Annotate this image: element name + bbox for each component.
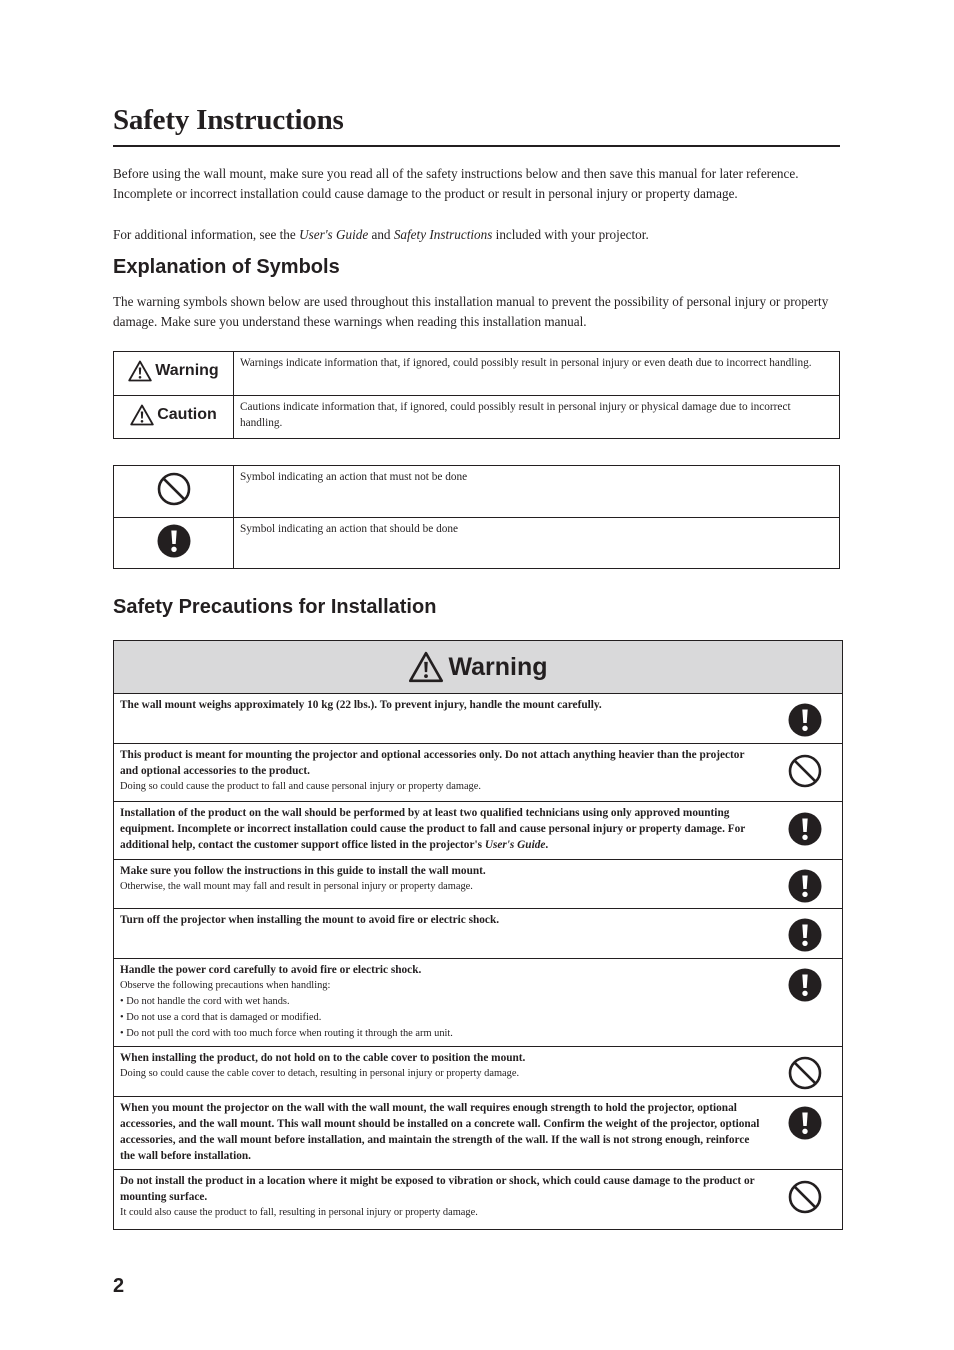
warning-triangle-icon — [128, 360, 152, 382]
prohibited-symbol-row — [114, 466, 840, 518]
page-title: Safety Instructions — [113, 104, 344, 136]
precaution-row: Make sure you follow the instructions in this guide to install the wall mount. Otherwise, the wall mount may fall and result in personal injury or property damage. — [114, 860, 842, 909]
symbol-icon-table — [113, 465, 840, 569]
users-guide-ref: User's Guide — [484, 839, 546, 851]
signal-word-table — [113, 351, 840, 439]
title-rule — [113, 145, 840, 147]
symbols-intro: The warning symbols shown below are used throughout this installation manual to prevent the possibility of personal injury or property damage. Make sure you understand these warnings when reading this installation manual. — [113, 294, 829, 329]
list-item: • Do not use a cord that is damaged or modified. — [120, 1012, 322, 1023]
mandatory-icon — [788, 703, 822, 737]
symbols-heading: Explanation of Symbols — [113, 256, 340, 278]
warning-triangle-icon — [408, 651, 444, 683]
precaution-row: Installation of the product on the wall should be performed by at least two qualified technicians using only approved mounting equipment. Incomplete or incorrect installation could cause the product to fall and cause personal injury or property damage. For additional help, contact the customer support office listed in the projector's User's Guide. — [114, 802, 842, 860]
list-item: • Do not pull the cord with too much force when routing it through the arm unit. — [120, 1028, 453, 1039]
prohibited-icon — [788, 754, 822, 788]
warning-box-title: Warning — [448, 652, 548, 681]
precaution-row: When you mount the projector on the wall with the wall mount, the wall requires enough strength to hold the projector, optional accessories, and the wall mount. This wall mount should be installed on a concrete wall. Confirm the weight of the projector, optional accessories, and the wall mount before installation, and maintain the strength of the wall. If the wall is not strong enough, reinforce the wall before installation. — [114, 1097, 842, 1170]
prohibited-icon — [788, 1056, 822, 1090]
precaution-row: Handle the power cord carefully to avoid fire or electric shock. Observe the following precautions when handling: • Do not handle the cord with wet hands. • Do not use a cord that is damaged or modified. • Do not pull the cord with too much force when routing it through the arm unit. — [114, 959, 842, 1047]
mandatory-symbol-row — [114, 518, 840, 569]
caution-description: Cautions indicate information that, if ignored, could possibly result in personal injury or physical damage due to incorrect handling. — [234, 396, 840, 439]
intro-paragraph: Before using the wall mount, make sure you read all of the safety instructions below and then save this manual for later reference. Incomplete or incorrect installation could cause damage to the product or result in personal injury or property damage. — [113, 166, 799, 201]
warning-description: Warnings indicate information that, if ignored, could possibly result in personal injury or even death due to incorrect handling. — [234, 352, 840, 396]
mandatory-icon — [788, 918, 822, 952]
precaution-row: This product is meant for mounting the projector and optional accessories only. Do not attach anything heavier than the projector and optional accessories to the product. Doing so could cause the product to fall and cause personal injury or property damage. — [114, 744, 842, 802]
prohibited-icon — [157, 472, 191, 506]
mandatory-icon — [157, 524, 191, 558]
caution-label: Caution — [130, 404, 217, 426]
intro-reference: For additional information, see the User's Guide and Safety Instructions included with your projector. — [113, 227, 649, 242]
warning-level-row — [114, 352, 840, 396]
mandatory-icon — [788, 968, 822, 1002]
caution-level-row — [114, 396, 840, 439]
mandatory-icon — [788, 812, 822, 846]
users-guide-ref: User's Guide — [299, 227, 369, 242]
prohibited-icon — [788, 1180, 822, 1214]
warning-box — [113, 640, 843, 1230]
precaution-row: Do not install the product in a location where it might be exposed to vibration or shock, which could cause damage to the product or mounting surface. It could also cause the product to fall, resulting in personal injury or property damage. — [114, 1170, 842, 1229]
safety-instructions-ref: Safety Instructions — [393, 227, 493, 242]
mandatory-icon — [788, 869, 822, 903]
warning-box-header — [114, 641, 842, 694]
precaution-row: The wall mount weighs approximately 10 kg (22 lbs.). To prevent injury, handle the mount carefully. — [114, 694, 842, 744]
prohibited-description: Symbol indicating an action that must not be done — [234, 466, 840, 518]
page-number: 2 — [113, 1275, 125, 1297]
mandatory-icon — [788, 1106, 822, 1140]
precaution-row: Turn off the projector when installing the mount to avoid fire or electric shock. — [114, 909, 842, 959]
warning-label: Warning — [128, 360, 218, 382]
precaution-row: When installing the product, do not hold on to the cable cover to position the mount. Doing so could cause the cable cover to detach, resulting in personal injury or property damage. — [114, 1047, 842, 1097]
list-item: • Do not handle the cord with wet hands. — [120, 996, 290, 1007]
caution-triangle-icon — [130, 404, 154, 426]
mandatory-description: Symbol indicating an action that should be done — [234, 518, 840, 569]
precautions-heading: Safety Precautions for Installation — [113, 596, 437, 618]
